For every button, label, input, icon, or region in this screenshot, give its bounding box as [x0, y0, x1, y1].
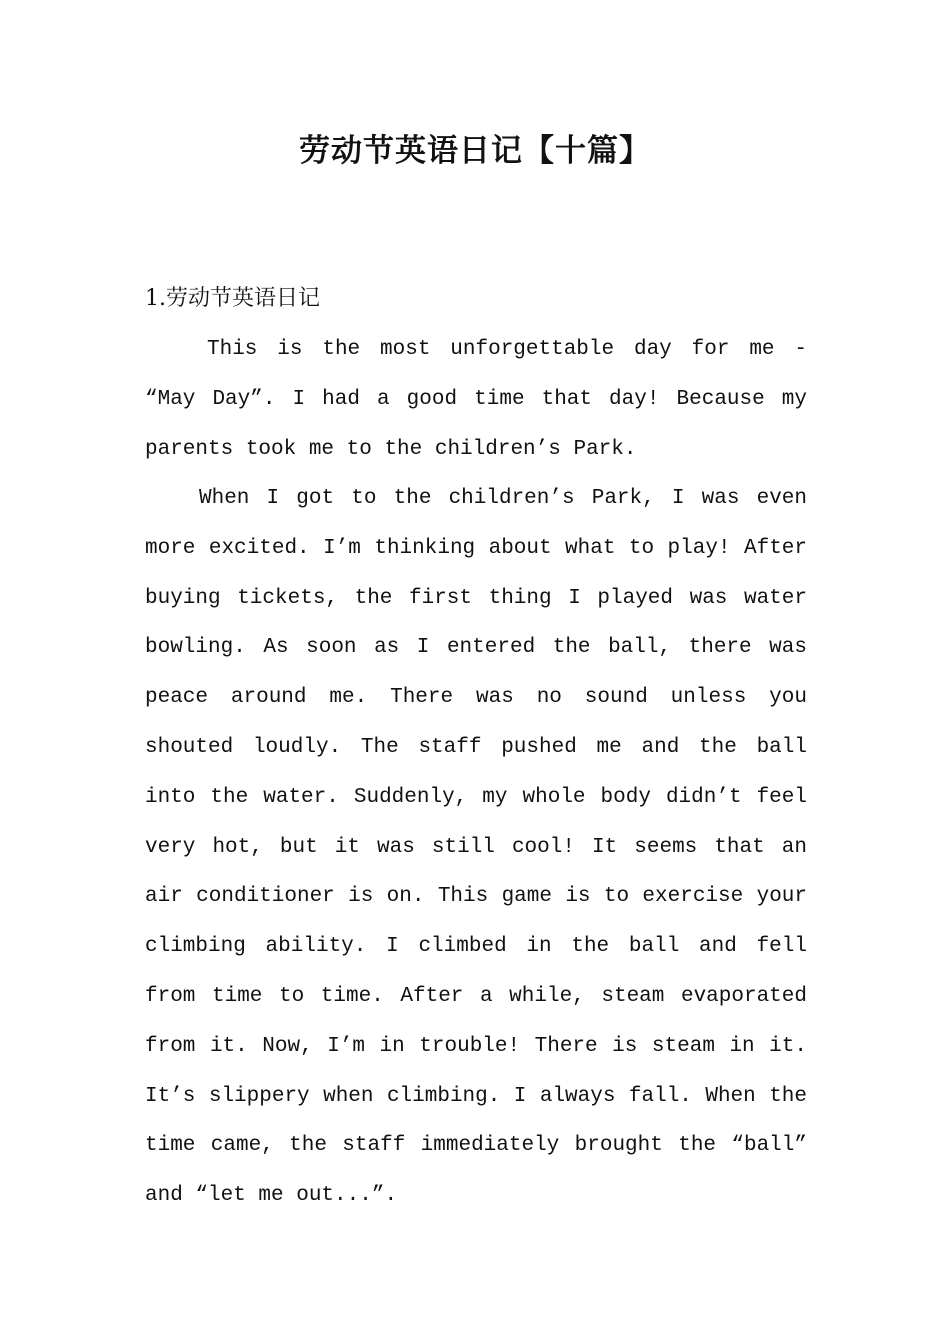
paragraph-1: This is the most unforgettable day for me - “May Day”. I had a good time that day! Because my parents took me to the children’s Park. [145, 338, 807, 461]
paragraph-2: When I got to the children’s Park, I was even more excited. I’m thinking about what to play! After buying tickets, the first thing I played was water bowling. As soon as I entered the ball, there was peace around me. There was no sound unless you shouted loudly. The staff pushed me and the ball into the water. Suddenly, my whole body didn’t feel very hot, but it was still cool! It seems that an air conditioner is on. This game is to exercise your climbing ability. I climbed in the ball and fell from time to time. After a while, steam evaporated from it. Now, I’m in trouble! There is steam in it. It’s slippery when climbing. I always fall. When the time came, the staff immediately brought the “ball” and “let me out...”. [145, 487, 807, 1208]
section-heading: 1.劳动节英语日记 [145, 286, 320, 311]
document-title: 劳动节英语日记【十篇】 [299, 133, 651, 169]
